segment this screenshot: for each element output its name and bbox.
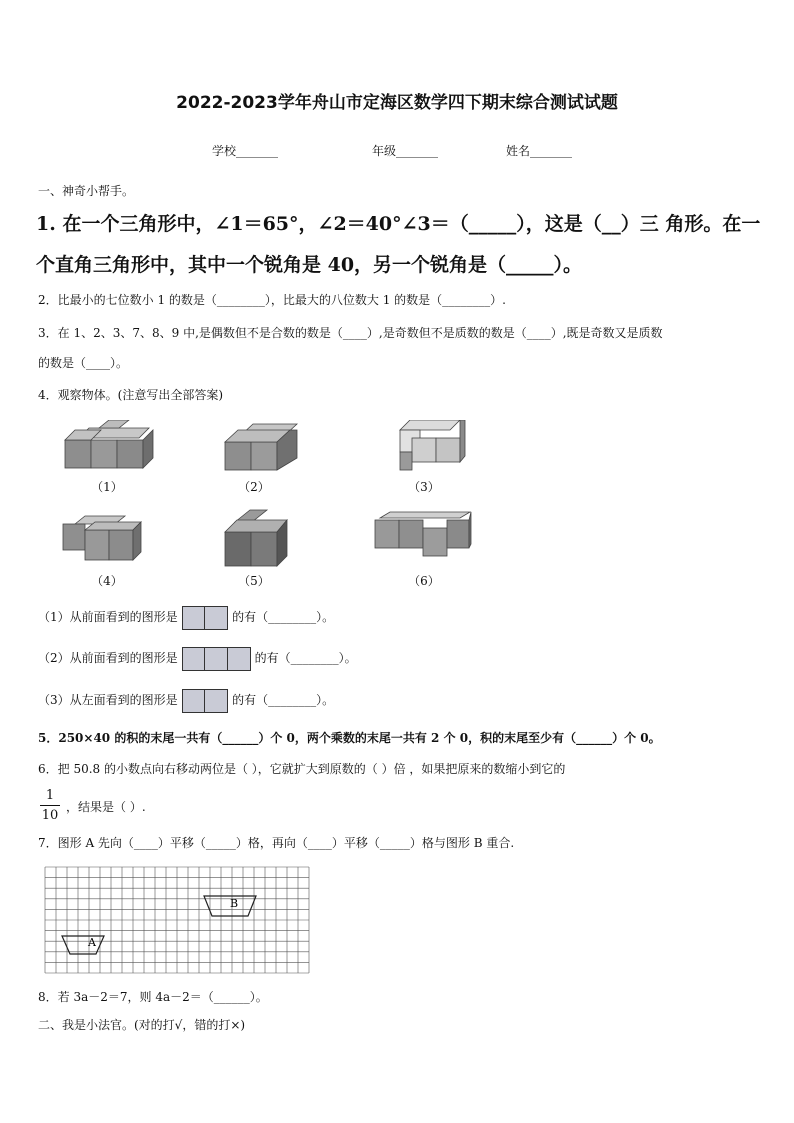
shape-a-label: A — [88, 936, 96, 949]
sub-2-suffix: 的有（________）。 — [254, 651, 357, 665]
figure-label-4: （4） — [91, 574, 123, 588]
shape-a-trapezoid — [62, 936, 104, 954]
figure-label-6: （6） — [408, 574, 440, 588]
question-6-line-2: ，结果是（ ）. — [66, 800, 146, 814]
sub-1-suffix: 的有（________）。 — [232, 610, 335, 624]
shape-b-label: B — [230, 897, 239, 910]
sub-3-prefix: （3）从左面看到的图形是 — [38, 693, 178, 707]
question-1-line-1: 1. 在一个三角形中，∠1＝65°，∠2＝40°∠3＝（_____），这是（__）三 角形。在一 — [36, 213, 761, 235]
figure-label-3: （3） — [408, 480, 440, 494]
question-2: 2．比最小的七位数小 1 的数是（________），比最大的八位数大 1 的数是（________）. — [38, 293, 506, 307]
question-4-sub-3 — [38, 688, 334, 713]
cube-figure-5 — [225, 510, 287, 566]
fraction-numerator: 1 — [40, 788, 60, 806]
question-4: 4．观察物体。(注意写出全部答案) — [38, 388, 223, 402]
fraction-one-tenth — [40, 788, 60, 823]
figure-label-5: （5） — [238, 574, 270, 588]
two-squares-icon — [182, 689, 229, 713]
name-field: 姓名_______ — [506, 144, 573, 158]
sub-2-prefix: （2）从前面看到的图形是 — [38, 651, 178, 665]
three-squares-icon — [182, 647, 251, 671]
question-3-line-2: 的数是（____）。 — [38, 356, 129, 370]
question-5: 5．250×40 的积的末尾一共有（______）个 0，两个乘数的末尾一共有 2 个 0，积的末尾至少有（______）个 0。 — [38, 731, 661, 745]
question-1-line-2: 个直角三角形中，其中一个锐角是 40，另一个锐角是（_____）。 — [36, 254, 583, 276]
cube-figure-4 — [63, 516, 141, 560]
section-1-heading: 一、神奇小帮手。 — [38, 184, 135, 198]
question-4-sub-1 — [38, 605, 334, 630]
fraction-denominator: 10 — [41, 808, 59, 823]
cube-figure-2 — [225, 424, 297, 470]
question-4-sub-2 — [38, 646, 357, 671]
sub-3-suffix: 的有（________）。 — [232, 693, 335, 707]
cube-figure-3 — [400, 420, 465, 470]
school-field: 学校_______ — [212, 144, 279, 158]
two-squares-icon — [182, 606, 229, 630]
translation-grid — [44, 866, 310, 974]
question-6-line-1: 6．把 50.8 的小数点向右移动两位是（ ），它就扩大到原数的（ ）倍 ，如果把原来的数缩小到它的 — [38, 762, 566, 776]
page-title: 2022-2023学年舟山市定海区数学四下期末综合测试试题 — [176, 93, 618, 113]
grade-field: 年级_______ — [372, 144, 439, 158]
question-7: 7．图形 A 先向（____）平移（_____）格，再向（____）平移（_____）格与图形 B 重合. — [38, 836, 515, 850]
figure-label-1: （1） — [91, 480, 123, 494]
cube-figure-1 — [65, 420, 153, 468]
question-3-line-1: 3．在 1、2、3、7、8、9 中,是偶数但不是合数的数是（____）,是奇数但不是质数的数是（____）,既是奇数又是质数 — [38, 326, 663, 340]
question-8: 8．若 3a－2＝7，则 4a－2＝（______）。 — [38, 990, 268, 1004]
cube-figure-6 — [375, 512, 471, 556]
section-2-heading: 二、我是小法官。(对的打√，错的打×) — [38, 1018, 246, 1032]
sub-1-prefix: （1）从前面看到的图形是 — [38, 610, 178, 624]
figure-label-2: （2） — [238, 480, 270, 494]
